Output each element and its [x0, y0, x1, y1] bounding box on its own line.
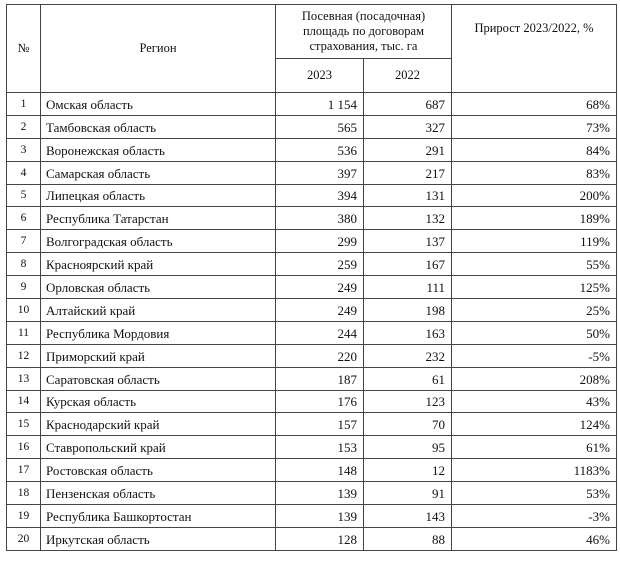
row-growth: 53% — [452, 482, 617, 505]
table-row — [7, 527, 617, 550]
row-growth: 208% — [452, 367, 617, 390]
row-region: Ставропольский край — [41, 436, 276, 459]
row-growth: 1183% — [452, 459, 617, 482]
row-growth: 25% — [452, 299, 617, 322]
row-value-2022: 111 — [364, 276, 452, 299]
row-value-2023: 565 — [276, 115, 364, 138]
row-value-2022: 217 — [364, 161, 452, 184]
table-row — [7, 390, 617, 413]
table-row — [7, 93, 617, 116]
row-number: 11 — [7, 321, 41, 344]
row-growth: 55% — [452, 253, 617, 276]
table-row — [7, 459, 617, 482]
row-region: Воронежская область — [41, 138, 276, 161]
row-value-2023: 380 — [276, 207, 364, 230]
row-number: 17 — [7, 459, 41, 482]
table-row — [7, 436, 617, 459]
row-number: 8 — [7, 253, 41, 276]
row-value-2023: 187 — [276, 367, 364, 390]
row-growth: 83% — [452, 161, 617, 184]
row-growth: -3% — [452, 505, 617, 528]
table-row — [7, 299, 617, 322]
row-number: 16 — [7, 436, 41, 459]
row-number: 9 — [7, 276, 41, 299]
row-region: Иркутская область — [41, 527, 276, 550]
insurance-area-table — [6, 4, 617, 551]
row-value-2023: 249 — [276, 276, 364, 299]
row-number: 7 — [7, 230, 41, 253]
row-growth: 73% — [452, 115, 617, 138]
table-body — [7, 93, 617, 551]
row-growth: 200% — [452, 184, 617, 207]
table-row — [7, 161, 617, 184]
row-growth: 50% — [452, 321, 617, 344]
row-value-2023: 176 — [276, 390, 364, 413]
row-value-2022: 232 — [364, 344, 452, 367]
row-value-2022: 12 — [364, 459, 452, 482]
row-region: Пензенская область — [41, 482, 276, 505]
row-number: 2 — [7, 115, 41, 138]
row-region: Красноярский край — [41, 253, 276, 276]
row-value-2022: 88 — [364, 527, 452, 550]
table-row — [7, 253, 617, 276]
row-growth: -5% — [452, 344, 617, 367]
table-row — [7, 413, 617, 436]
row-region: Краснодарский край — [41, 413, 276, 436]
table-row — [7, 207, 617, 230]
header-growth: Прирост 2023/2022, % — [452, 5, 617, 93]
row-value-2022: 132 — [364, 207, 452, 230]
row-region: Приморский край — [41, 344, 276, 367]
row-value-2022: 291 — [364, 138, 452, 161]
row-number: 4 — [7, 161, 41, 184]
row-value-2022: 137 — [364, 230, 452, 253]
row-region: Липецкая область — [41, 184, 276, 207]
row-number: 12 — [7, 344, 41, 367]
row-region: Алтайский край — [41, 299, 276, 322]
row-value-2023: 536 — [276, 138, 364, 161]
top-edge — [0, 0, 620, 3]
table-row — [7, 482, 617, 505]
row-number: 18 — [7, 482, 41, 505]
row-value-2022: 131 — [364, 184, 452, 207]
row-growth: 119% — [452, 230, 617, 253]
row-value-2023: 259 — [276, 253, 364, 276]
row-value-2022: 167 — [364, 253, 452, 276]
row-value-2022: 61 — [364, 367, 452, 390]
header-region: Регион — [41, 5, 276, 93]
row-number: 6 — [7, 207, 41, 230]
row-region: Самарская область — [41, 161, 276, 184]
row-value-2023: 1 154 — [276, 93, 364, 116]
row-value-2022: 198 — [364, 299, 452, 322]
table-row — [7, 276, 617, 299]
table-row — [7, 230, 617, 253]
row-number: 14 — [7, 390, 41, 413]
row-growth: 46% — [452, 527, 617, 550]
row-region: Ростовская область — [41, 459, 276, 482]
row-value-2023: 128 — [276, 527, 364, 550]
row-value-2022: 95 — [364, 436, 452, 459]
row-value-2023: 397 — [276, 161, 364, 184]
row-number: 3 — [7, 138, 41, 161]
row-value-2022: 70 — [364, 413, 452, 436]
row-value-2023: 148 — [276, 459, 364, 482]
row-region: Республика Татарстан — [41, 207, 276, 230]
row-number: 13 — [7, 367, 41, 390]
row-growth: 125% — [452, 276, 617, 299]
row-growth: 124% — [452, 413, 617, 436]
row-value-2022: 327 — [364, 115, 452, 138]
row-value-2023: 139 — [276, 505, 364, 528]
row-number: 15 — [7, 413, 41, 436]
row-number: 10 — [7, 299, 41, 322]
table-row — [7, 115, 617, 138]
row-value-2023: 153 — [276, 436, 364, 459]
row-growth: 84% — [452, 138, 617, 161]
row-number: 20 — [7, 527, 41, 550]
row-region: Тамбовская область — [41, 115, 276, 138]
header-area: Посевная (посадочная) площадь по договорам страхования, тыс. га — [276, 5, 452, 59]
row-region: Волгоградская область — [41, 230, 276, 253]
table-row — [7, 184, 617, 207]
row-value-2023: 244 — [276, 321, 364, 344]
row-region: Омская область — [41, 93, 276, 116]
table-row — [7, 505, 617, 528]
row-region: Саратовская область — [41, 367, 276, 390]
row-value-2023: 394 — [276, 184, 364, 207]
row-growth: 43% — [452, 390, 617, 413]
row-value-2023: 157 — [276, 413, 364, 436]
table-row — [7, 367, 617, 390]
row-value-2023: 299 — [276, 230, 364, 253]
table-row — [7, 321, 617, 344]
row-number: 5 — [7, 184, 41, 207]
row-number: 1 — [7, 93, 41, 116]
row-growth: 189% — [452, 207, 617, 230]
row-value-2022: 687 — [364, 93, 452, 116]
row-value-2023: 249 — [276, 299, 364, 322]
row-growth: 68% — [452, 93, 617, 116]
row-value-2023: 139 — [276, 482, 364, 505]
table-row — [7, 138, 617, 161]
row-value-2022: 123 — [364, 390, 452, 413]
row-value-2022: 91 — [364, 482, 452, 505]
row-region: Курская область — [41, 390, 276, 413]
row-value-2022: 163 — [364, 321, 452, 344]
row-growth: 61% — [452, 436, 617, 459]
table-header — [7, 5, 617, 93]
row-number: 19 — [7, 505, 41, 528]
row-region: Орловская область — [41, 276, 276, 299]
row-value-2022: 143 — [364, 505, 452, 528]
header-2023: 2023 — [276, 59, 364, 93]
row-region: Республика Мордовия — [41, 321, 276, 344]
header-2022: 2022 — [364, 59, 452, 93]
row-value-2023: 220 — [276, 344, 364, 367]
row-region: Республика Башкортостан — [41, 505, 276, 528]
header-num: № — [7, 5, 41, 93]
table-row — [7, 344, 617, 367]
